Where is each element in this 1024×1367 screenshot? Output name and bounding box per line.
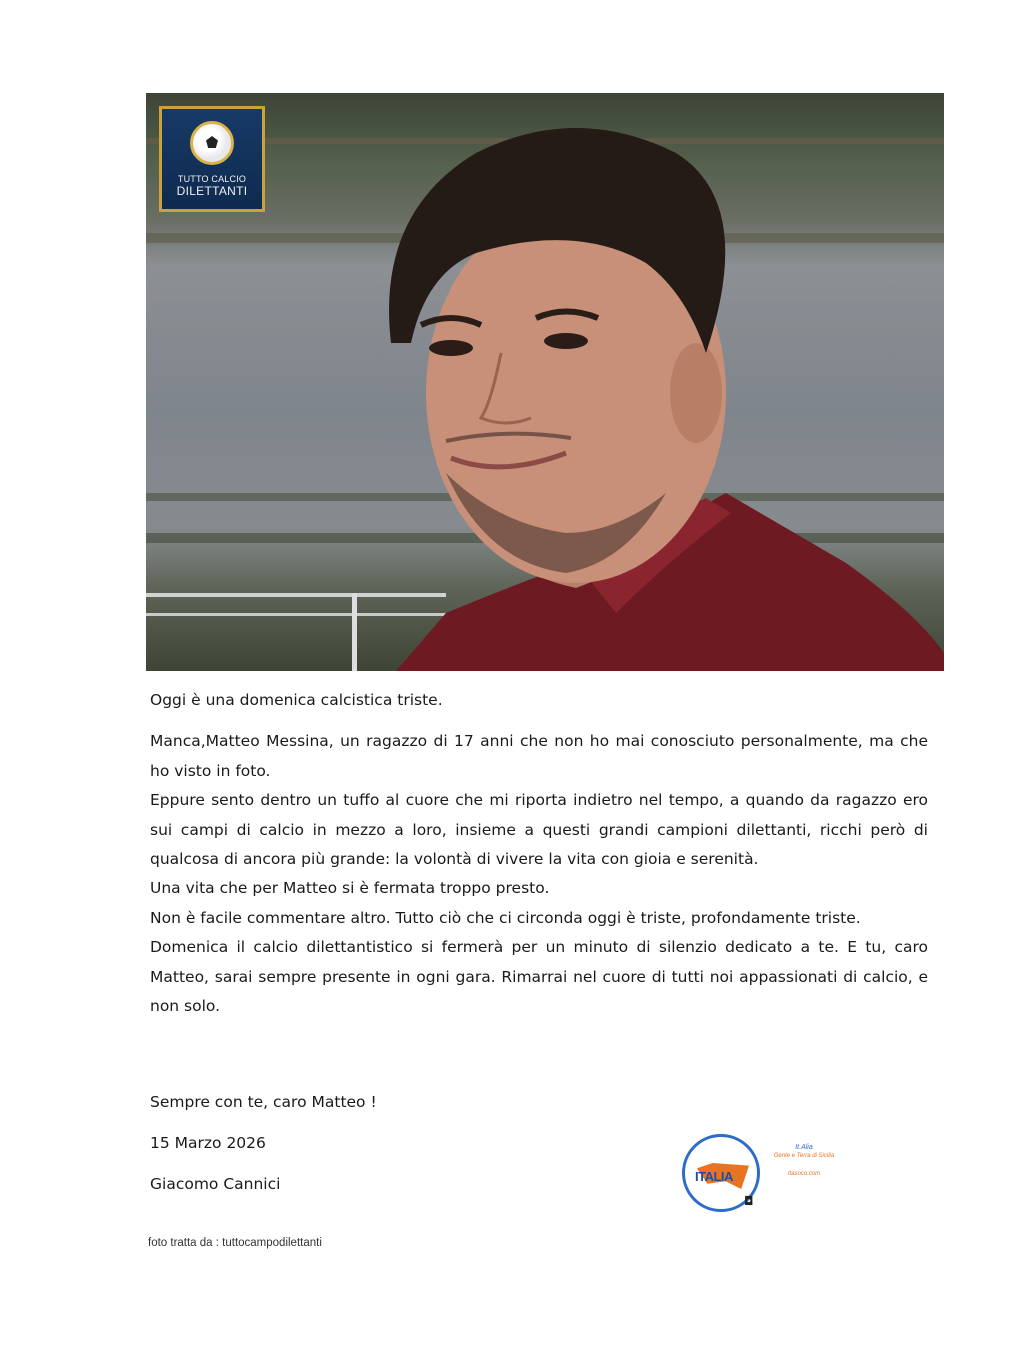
logo-info <box>764 1144 844 1177</box>
photo-credit: foto tratta da : tuttocampodilettanti <box>148 1237 322 1249</box>
tutto-calcio-dilettanti-logo <box>159 106 265 212</box>
paragraph-5: Non è facile commentare altro. Tutto ciò che ci circonda oggi è triste, profondamente triste. <box>150 908 861 927</box>
author: Giacomo Cannici <box>150 1175 281 1193</box>
logo-word: ITALIA <box>695 1169 733 1184</box>
paragraph-4: Una vita che per Matteo si è fermata troppo presto. <box>150 879 550 898</box>
paragraph-6: Domenica il calcio dilettantistico si fermerà per un minuto di silenzio dedicato a te. E tu, caro Matteo, sarai sempre presente in ogni gara. Rimarrai nel cuore di tutti noi appassionati di calcio, e non solo. <box>150 938 928 1016</box>
portrait-photo <box>146 93 944 671</box>
soccer-ball-icon <box>190 121 234 165</box>
paragraph-2: Manca,Matteo Messina, un ragazzo di 17 anni che non ho mai conosciuto personalmente, ma che ho visto in foto. <box>150 732 928 780</box>
badge-line2: DILETTANTI <box>176 184 248 198</box>
badge-line1: TUTTO CALCIO <box>177 174 247 184</box>
italia-logo <box>682 1134 842 1216</box>
paragraph-1: Oggi è una domenica calcistica triste. <box>150 691 443 709</box>
camera-icon: ◘ <box>744 1194 754 1208</box>
article-body <box>150 686 928 1033</box>
paragraph-3: Eppure sento dentro un tuffo al cuore che mi riporta indietro nel tempo, a quando da ragazzo ero sui campi di calcio in mezzo a loro, insieme a questi grandi campioni dilettanti, ricchi però di qualcosa di ancora più grande: la volontà di vivere la vita con gioia e serenità. <box>150 791 928 869</box>
closing-line: Sempre con te, caro Matteo ! <box>150 1093 377 1111</box>
logo-name: It.Alia <box>795 1144 813 1151</box>
logo-site: Itasoco.com <box>787 1171 821 1177</box>
logo-subtitle: Gente e Terra di Sicilia <box>773 1153 835 1159</box>
portrait-illustration <box>146 93 944 671</box>
date: 15 Marzo 2026 <box>150 1134 266 1152</box>
